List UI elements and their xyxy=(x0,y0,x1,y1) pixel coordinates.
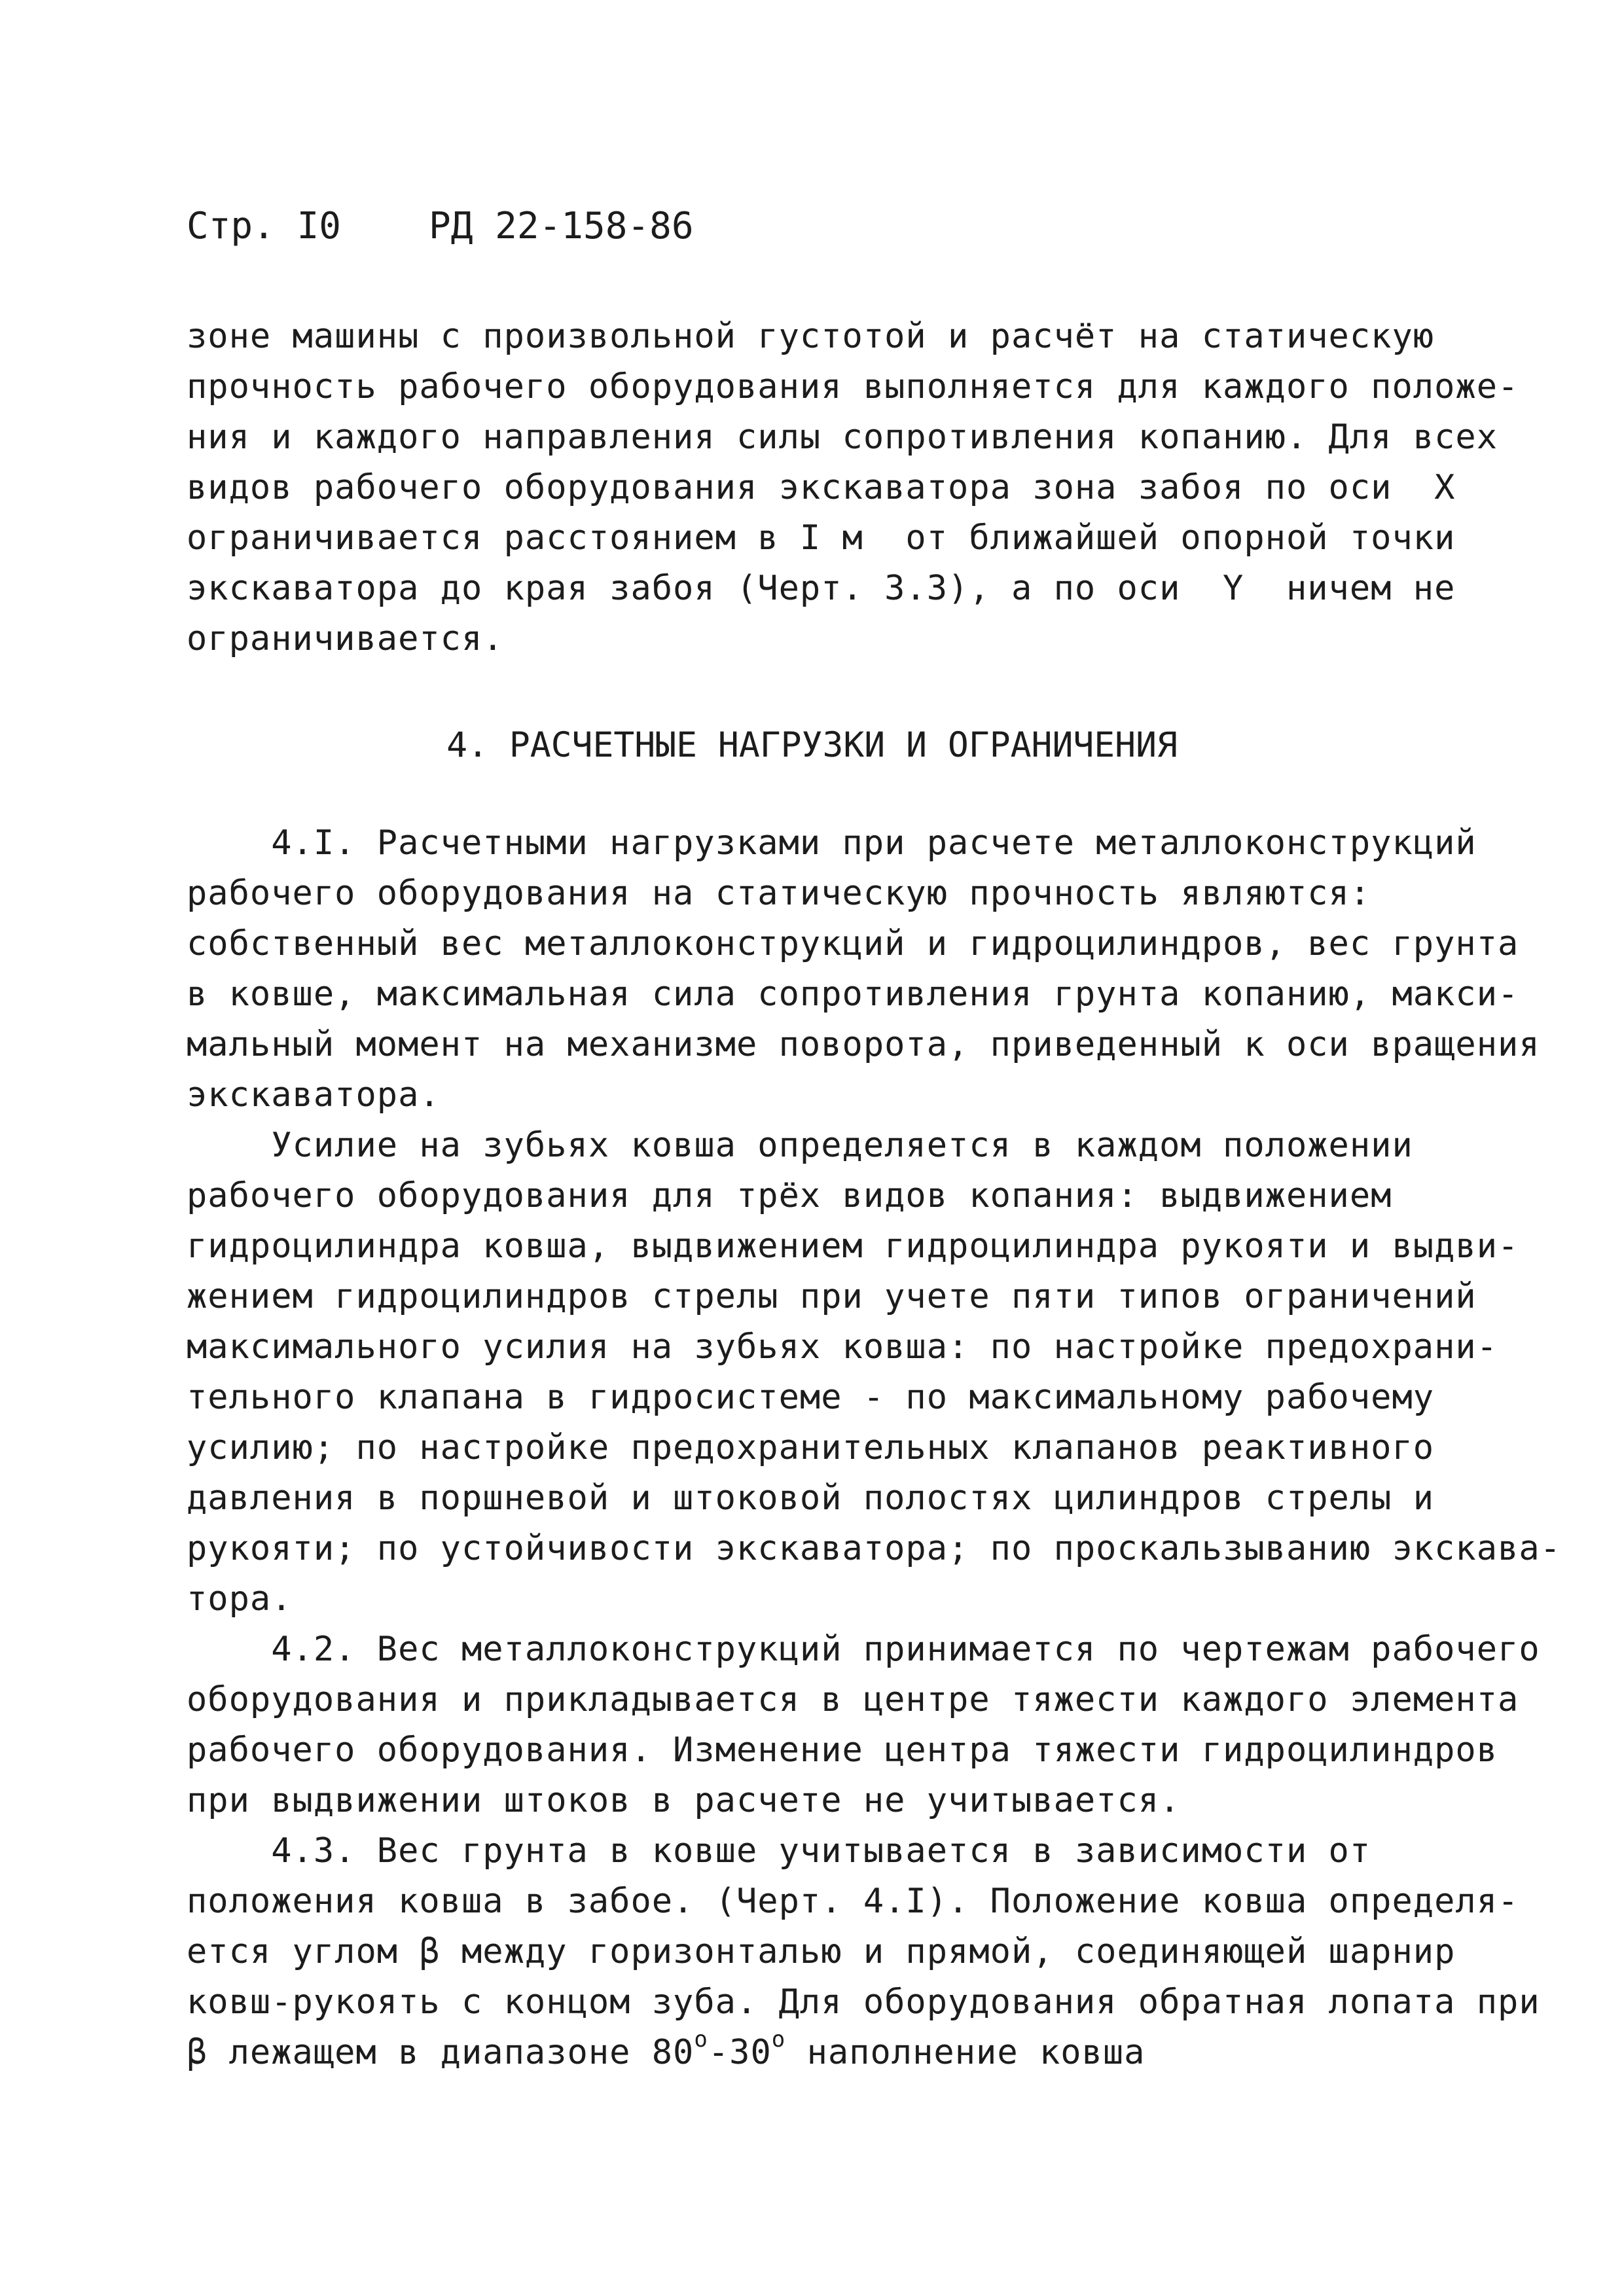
text-line: 4.2. Вес металлоконструкций принимается по чертежам рабочего xyxy=(187,1630,1540,1669)
text-line: рабочего оборудования на статическую прочность являются: xyxy=(187,874,1371,913)
text-line: 4.I. Расчетными нагрузками при расчете металлоконструкций xyxy=(187,823,1477,863)
text-line: гидроцилиндра ковша, выдвижением гидроцилиндра рукояти и выдви- xyxy=(187,1227,1519,1266)
text-line-with-degrees xyxy=(187,2026,1146,2072)
beta-symbol: β xyxy=(187,2033,208,2072)
text-line: мальный момент на механизме поворота, приведенный к оси вращения xyxy=(187,1025,1540,1064)
text-line: максимального усилия на зубьях ковша: по настройке предохрани- xyxy=(187,1327,1498,1367)
page-number: Стр. I0 xyxy=(187,205,342,247)
text-line: ограничивается. xyxy=(187,619,504,658)
text-line: при выдвижении штоков в расчете не учитывается. xyxy=(187,1781,1181,1820)
text-line: ется углом β между горизонталью и прямой, соединяющей шарнир xyxy=(187,1932,1456,1971)
text-line: жением гидроцилиндров стрелы при учете пяти типов ограничений xyxy=(187,1277,1477,1316)
text-line: Усилие на зубьях ковша определяется в каждом положении xyxy=(187,1126,1413,1165)
text-line: собственный вес металлоконструкций и гидроцилиндров, вес грунта xyxy=(187,924,1519,963)
text-line: рукояти; по устойчивости экскаватора; по проскальзыванию экскава- xyxy=(187,1529,1561,1568)
text-line: усилию; по настройке предохранительных клапанов реактивного xyxy=(187,1428,1435,1467)
text-line: рабочего оборудования. Изменение центра тяжести гидроцилиндров xyxy=(187,1731,1498,1770)
text-fragment: -30 xyxy=(708,2033,772,2072)
text-line: зоне машины с произвольной густотой и расчёт на статическую xyxy=(187,317,1435,356)
text-line: прочность рабочего оборудования выполняется для каждого положе- xyxy=(187,367,1519,406)
text-line: тельного клапана в гидросистеме - по максимальному рабочему xyxy=(187,1378,1435,1417)
degree-superscript: o xyxy=(694,2026,708,2053)
text-line: ния и каждого направления силы сопротивления копанию. Для всех xyxy=(187,418,1498,457)
document-code: РД 22-158-86 xyxy=(429,205,694,247)
text-line: 4.3. Вес грунта в ковше учитывается в зависимости от xyxy=(187,1831,1371,1871)
text-line: рабочего оборудования для трёх видов копания: выдвижением xyxy=(187,1176,1392,1215)
text-line: экскаватора. xyxy=(187,1075,441,1115)
text-line: ковш-рукоять с концом зуба. Для оборудования обратная лопата при xyxy=(187,1982,1540,2022)
text-line: положения ковша в забое. (Черт. 4.I). Положение ковша определя- xyxy=(187,1882,1519,1921)
degree-superscript: o xyxy=(771,2026,786,2053)
text-fragment: лежащем в диапазоне 80 xyxy=(208,2033,695,2072)
text-fragment: наполнение ковша xyxy=(785,2033,1146,2072)
text-line: тора. xyxy=(187,1579,293,1619)
text-line: видов рабочего оборудования экскаватора зона забоя по оси X xyxy=(187,468,1456,507)
section-heading: 4. РАСЧЕТНЫЕ НАГРУЗКИ И ОГРАНИЧЕНИЯ xyxy=(446,725,1178,765)
text-line: в ковше, максимальная сила сопротивления грунта копанию, макси- xyxy=(187,975,1519,1014)
text-line: ограничивается расстоянием в I м от ближайшей опорной точки xyxy=(187,518,1456,558)
text-line: оборудования и прикладывается в центре тяжести каждого элемента xyxy=(187,1680,1519,1719)
text-line: давления в поршневой и штоковой полостях цилиндров стрелы и xyxy=(187,1479,1435,1518)
text-line: экскаватора до края забоя (Черт. 3.3), а по оси Y ничем не xyxy=(187,569,1456,608)
